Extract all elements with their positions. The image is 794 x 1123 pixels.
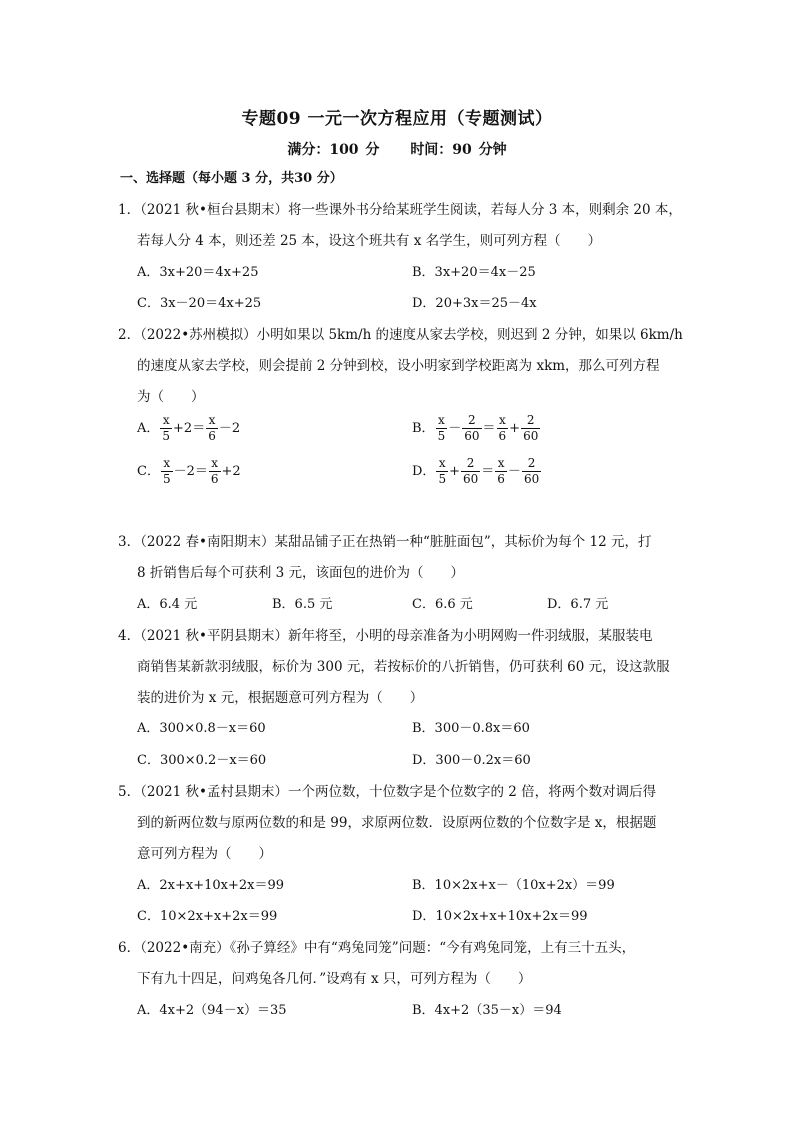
q5-option-b: B．10×2x+x－（10x+2x）＝99 bbox=[412, 878, 615, 893]
fraction: $\frac{x}{6}$ bbox=[497, 456, 505, 486]
q5-option-c: C．10×2x+x+2x＝99 bbox=[137, 909, 278, 924]
q6-option-a: A．4x+2（94－x）＝35 bbox=[137, 1003, 287, 1018]
q3-line1: 3．（2022 春•南阳期末）某甜品铺子正在热销一种“脏脏面包”，其标价为每个 12 元，打 bbox=[118, 534, 652, 550]
fraction: $\frac{2}{60}$ bbox=[464, 413, 480, 443]
q5-line3: 意可列方程为（ ） bbox=[137, 846, 272, 862]
time-limit: 时间：90 分钟 bbox=[410, 142, 507, 158]
q2-line1: 2．（2022•苏州模拟）小明如果以 5km/h 的速度从家去学校，则迟到 2 分钟，如果以 6km/h bbox=[118, 327, 683, 343]
fraction: $\frac{2}{60}$ bbox=[462, 456, 479, 486]
q4-option-c: C．300×0.2－x＝60 bbox=[137, 753, 267, 768]
q2-line2: 的速度从家去学校，则会提前 2 分钟到校，设小明家到学校距离为 xkm，那么可列方程 bbox=[137, 358, 660, 374]
q2-a-label: A． bbox=[137, 421, 160, 436]
q1-line2: 若每人分 4 本，则还差 25 本，设这个班共有 x 名学生，则可列方程（ ） bbox=[137, 233, 602, 249]
q4-option-d: D．300－0.2x＝60 bbox=[412, 753, 531, 768]
exam-info bbox=[0, 139, 794, 159]
q4-line2: 商销售某新款羽绒服，标价为 300 元，若按标价的八折销售，仍可获利 60 元，设这款服 bbox=[137, 659, 670, 675]
q2-option-d: D． $\frac{x}{5}$ + $\frac{2}{60}$ ＝ $\frac{x}{6}$ － $\frac{2}{60}$ bbox=[412, 456, 540, 486]
q2-option-c: C． $\frac{x}{5}$ －2＝ $\frac{x}{6}$ +2 bbox=[137, 456, 241, 486]
q1-option-b: B．3x+20＝4x－25 bbox=[412, 265, 536, 280]
fraction: $\frac{x}{5}$ bbox=[438, 456, 447, 486]
section-heading: 一、选择题（每小题 3 分，共30 分） bbox=[120, 171, 343, 186]
q5-line2: 到的新两位数与原两位数的和是 99，求原两位数．设原两位数的个位数字是 x，根据题 bbox=[137, 815, 657, 831]
q1-option-d: D．20+3x＝25－4x bbox=[412, 296, 537, 311]
q2-option-b: B． $\frac{x}{5}$ － $\frac{2}{60}$ ＝ $\frac{x}{6}$ + $\frac{2}{60}$ bbox=[412, 413, 539, 443]
fraction: $\frac{x}{6}$ bbox=[208, 413, 216, 443]
page-title: 专题09 一元一次方程应用（专题测试） bbox=[241, 109, 553, 129]
q3-option-c: C．6.6 元 bbox=[412, 597, 473, 612]
q3-line2: 8 折销售后每个可获利 3 元，该面包的进价为（ ） bbox=[137, 565, 465, 581]
fraction: $\frac{2}{60}$ bbox=[523, 456, 540, 486]
q4-option-b: B．300－0.8x＝60 bbox=[412, 721, 530, 736]
q5-line1: 5．（2021 秋•孟村县期末）一个两位数，十位数字是个位数字的 2 倍，将两个数对调后得 bbox=[118, 784, 657, 800]
q6-line1: 6．（2022•南充）《孙子算经》中有“鸡兔同笼”问题：“今有鸡兔同笼，上有三十五头， bbox=[118, 940, 636, 956]
q3-option-a: A．6.4 元 bbox=[137, 597, 198, 612]
q6-option-b: B．4x+2（35－x）＝94 bbox=[412, 1003, 562, 1018]
q3-option-b: B．6.5 元 bbox=[272, 597, 333, 612]
q5-option-d: D．10×2x+x+10x+2x＝99 bbox=[412, 909, 588, 924]
q4-line1: 4．（2021 秋•平阴县期末）新年将至，小明的母亲准备为小明网购一件羽绒服，某服装电 bbox=[118, 628, 653, 644]
full-score: 满分：100 分 bbox=[287, 142, 380, 158]
fraction: $\frac{x}{5}$ bbox=[162, 456, 171, 486]
q1-line1: 1．（2021 秋•桓台县期末）将一些课外书分给某班学生阅读，若每人分 3 本，则剩余 20 本， bbox=[118, 202, 682, 218]
q3-option-d: D．6.7 元 bbox=[547, 597, 609, 612]
q1-option-a: A．3x+20＝4x+25 bbox=[137, 265, 259, 280]
fraction: $\frac{x}{6}$ bbox=[210, 456, 219, 486]
q2-option-a: A． $\frac{x}{5}$ +2＝ $\frac{x}{6}$ －2 bbox=[137, 413, 241, 443]
q6-line2: 下有九十四足，问鸡兔各几何．”设鸡有 x 只，可列方程为（ ） bbox=[137, 971, 532, 987]
fraction: $\frac{x}{6}$ bbox=[498, 413, 507, 443]
fraction: $\frac{x}{5}$ bbox=[162, 413, 171, 443]
q1-option-c: C．3x－20＝4x+25 bbox=[137, 296, 262, 311]
fraction: $\frac{2}{60}$ bbox=[523, 413, 539, 443]
q5-option-a: A．2x+x+10x+2x＝99 bbox=[137, 878, 285, 893]
fraction: $\frac{x}{5}$ bbox=[437, 413, 446, 443]
q4-option-a: A．300×0.8－x＝60 bbox=[137, 721, 266, 736]
q4-line3: 装的进价为 x 元，根据题意可列方程为（ ） bbox=[137, 690, 424, 706]
q2-line3: 为（ ） bbox=[137, 389, 205, 405]
